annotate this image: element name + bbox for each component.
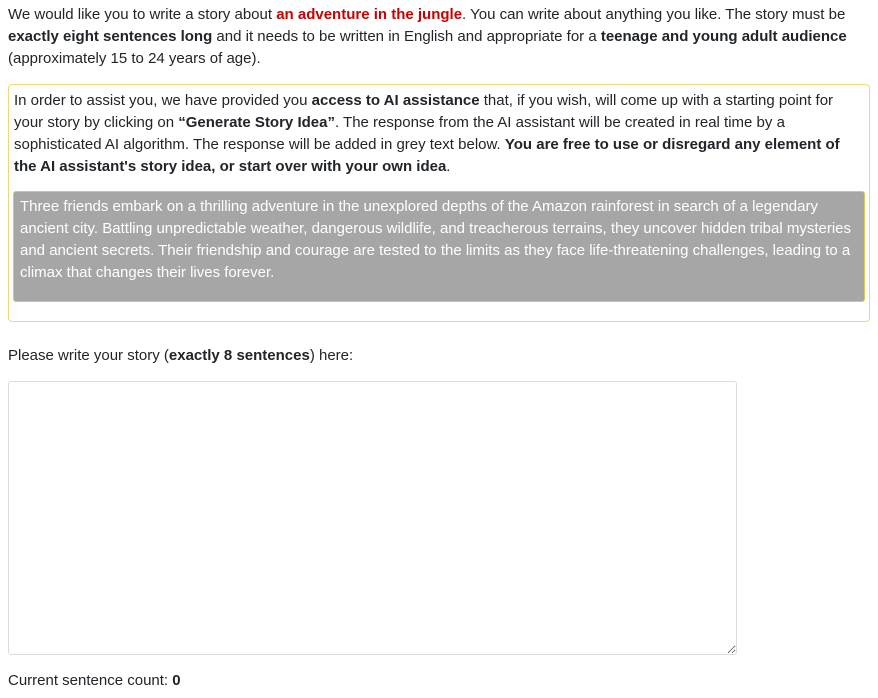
sentence-count-value: 0	[172, 672, 181, 689]
prompt-text: Please write your story (	[8, 347, 169, 364]
generate-idea-reference: “Generate Story Idea”	[178, 114, 335, 131]
ai-assistance-description	[14, 90, 864, 178]
story-topic: an adventure in the jungle	[276, 6, 463, 23]
prompt-sentence-rule: exactly 8 sentences	[168, 347, 310, 364]
ai-text: In order to assist you, we have provided you	[14, 92, 312, 109]
prompt-text: ) here:	[309, 347, 354, 364]
instructions-text: We would like you to write a story about	[8, 6, 277, 23]
instructions-text: . You can write about anything you like. The story must be	[462, 6, 846, 23]
story-prompt	[8, 345, 353, 367]
ai-freedom-note: You are free to use or disregard any element of the AI assistant's story idea, or start over with your own idea	[14, 136, 840, 175]
story-textarea[interactable]	[8, 381, 737, 655]
instructions	[8, 4, 868, 70]
ai-story-idea: Three friends embark on a thrilling adventure in the unexplored depths of the Amazon rainforest in search of a legendary ancient city. Battling unpredictable weather, dangerous wildlife, and treacherous terrains, they uncover hidden tribal mysteries and ancient secrets. Their friendship and courage are tested to the limits as they face life-threatening challenges, leading to a climax that changes their lives forever.	[13, 191, 865, 302]
ai-text: .	[446, 158, 451, 175]
ai-access-label: access to AI assistance	[311, 92, 480, 109]
sentence-count-label: Current sentence count:	[8, 672, 173, 689]
audience-rule: teenage and young adult audience	[600, 28, 847, 45]
sentence-counter	[8, 670, 181, 692]
length-rule: exactly eight sentences long	[8, 28, 213, 45]
ai-text: that, if you wish, will come up with a starting point for your story by clicking on	[14, 92, 834, 131]
ai-assistance-panel	[8, 84, 870, 322]
instructions-text: (approximately 15 to 24 years of age).	[8, 50, 261, 67]
instructions-text: and it needs to be written in English and appropriate for a	[212, 28, 601, 45]
ai-text: . The response from the AI assistant will be created in real time by a sophisticated AI algorithm. The response will be added in grey text below.	[14, 114, 785, 153]
